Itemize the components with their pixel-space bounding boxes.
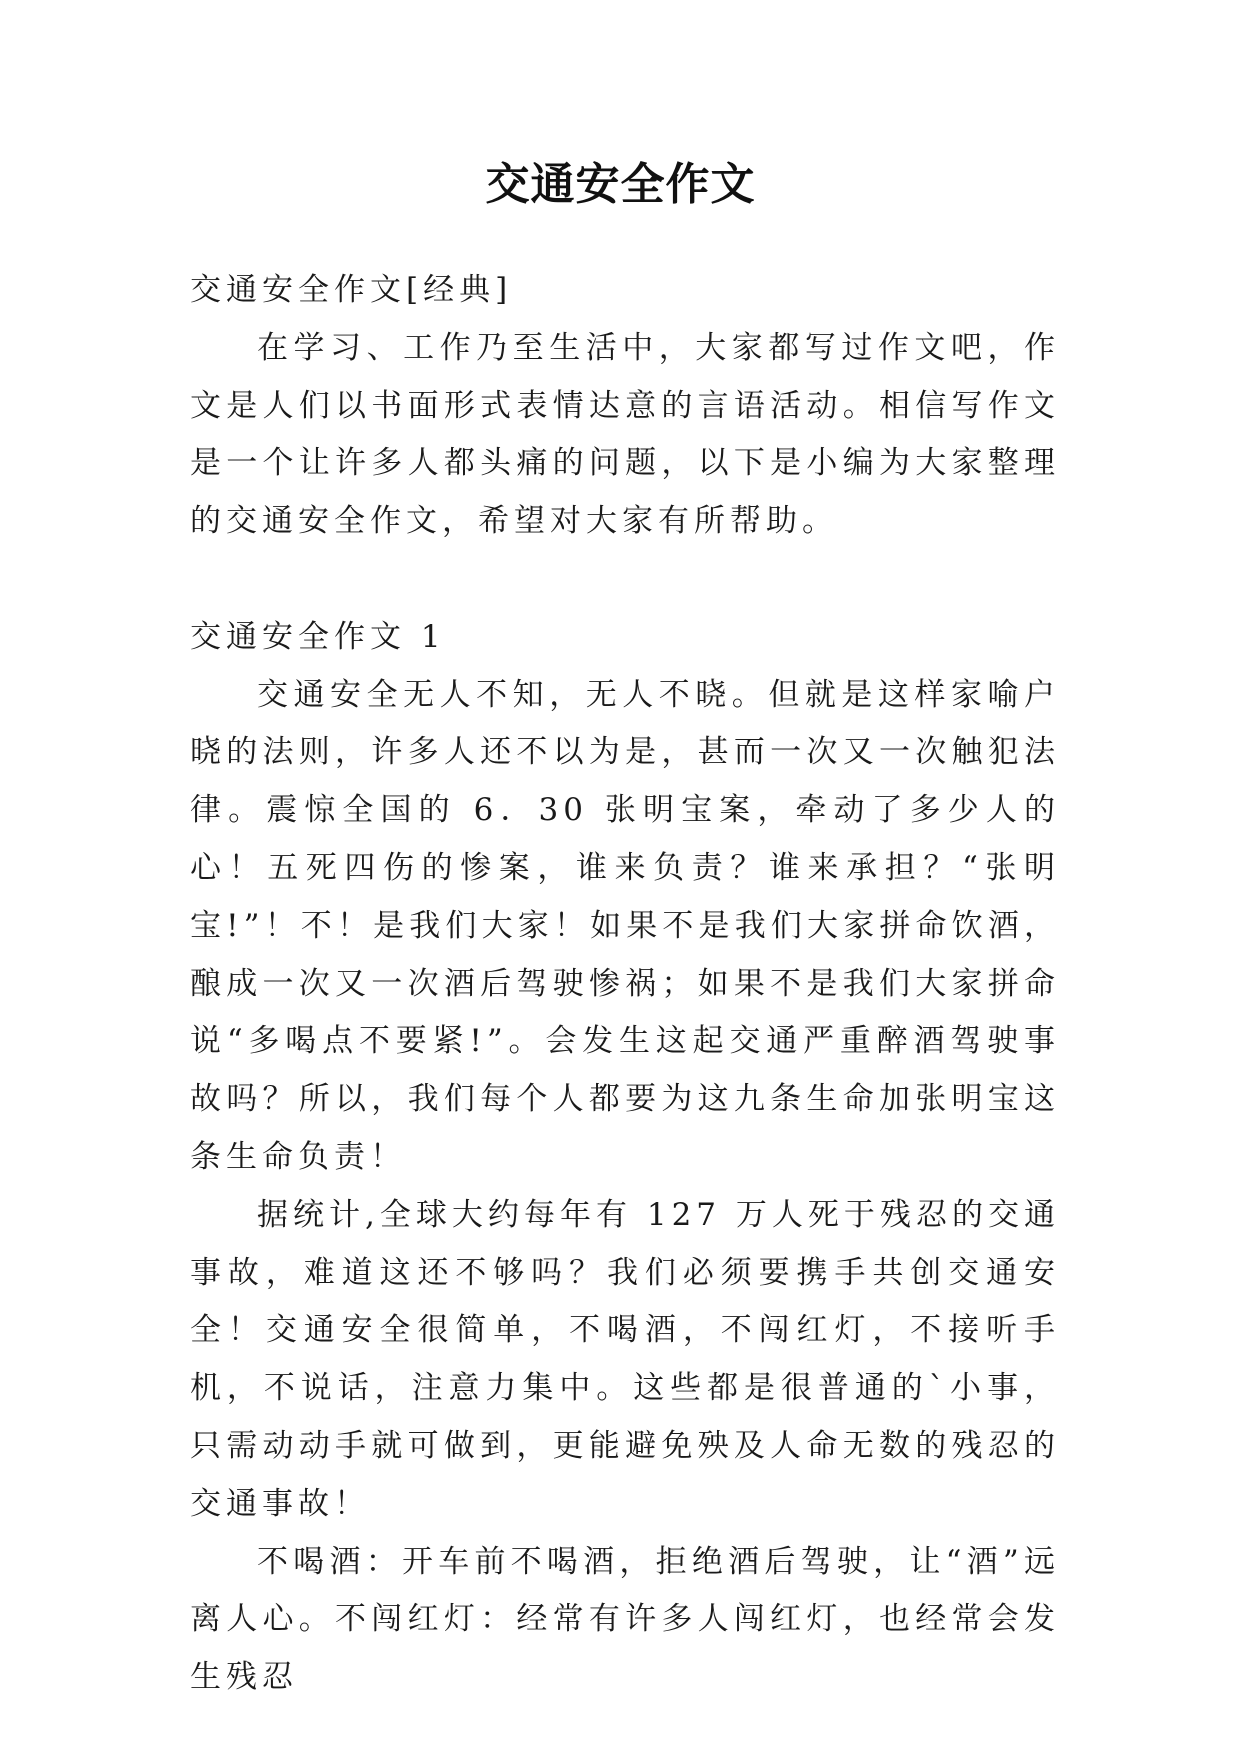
section-spacer (190, 551, 1060, 609)
intro-heading: 交通安全作文[经典] (190, 272, 513, 308)
body-paragraph: 交通安全无人不知，无人不晓。但就是这样家喻户晓的法则，许多人还不以为是，甚而一次又一次触犯法律。震惊全国的 6．30 张明宝案，牵动了多少人的心！五死四伤的惨案，谁来负责？谁来承担？“张明宝!”！不！是我们大家！如果不是我们大家拼命饮酒，酿成一次又一次酒后驾驶惨祸；如果不是我们大家拼命说“多喝点不要紧!”。会发生这起交通严重醉酒驾驶事故吗？所以，我们每个人都要为这九条生命加张明宝这条生命负责！ (190, 676, 1060, 1175)
document-title: 交通安全作文 (485, 159, 756, 210)
body-paragraph: 据统计,全球大约每年有 127 万人死于残忍的交通事故，难道这还不够吗？我们必须要携手共创交通安全！交通安全很简单，不喝酒，不闯红灯，不接听手机，不说话，注意力集中。这些都是很普通的`小事，只需动动手就可做到，更能避免殃及人命无数的残忍的交通事故！ (190, 1196, 1060, 1522)
intro-paragraph: 在学习、工作乃至生活中，大家都写过作文吧，作文是人们以书面形式表情达意的言语活动。相信写作文是一个让许多人都头痛的问题，以下是小编为大家整理的交通安全作文，希望对大家有所帮助。 (190, 329, 1060, 540)
document-body (190, 262, 1060, 1707)
section-heading: 交通安全作文 1 (190, 618, 446, 655)
body-paragraph: 不喝酒：开车前不喝酒，拒绝酒后驾驶，让“酒”远离人心。不闯红灯：经常有许多人闯红灯，也经常会发生残忍 (190, 1543, 1060, 1696)
